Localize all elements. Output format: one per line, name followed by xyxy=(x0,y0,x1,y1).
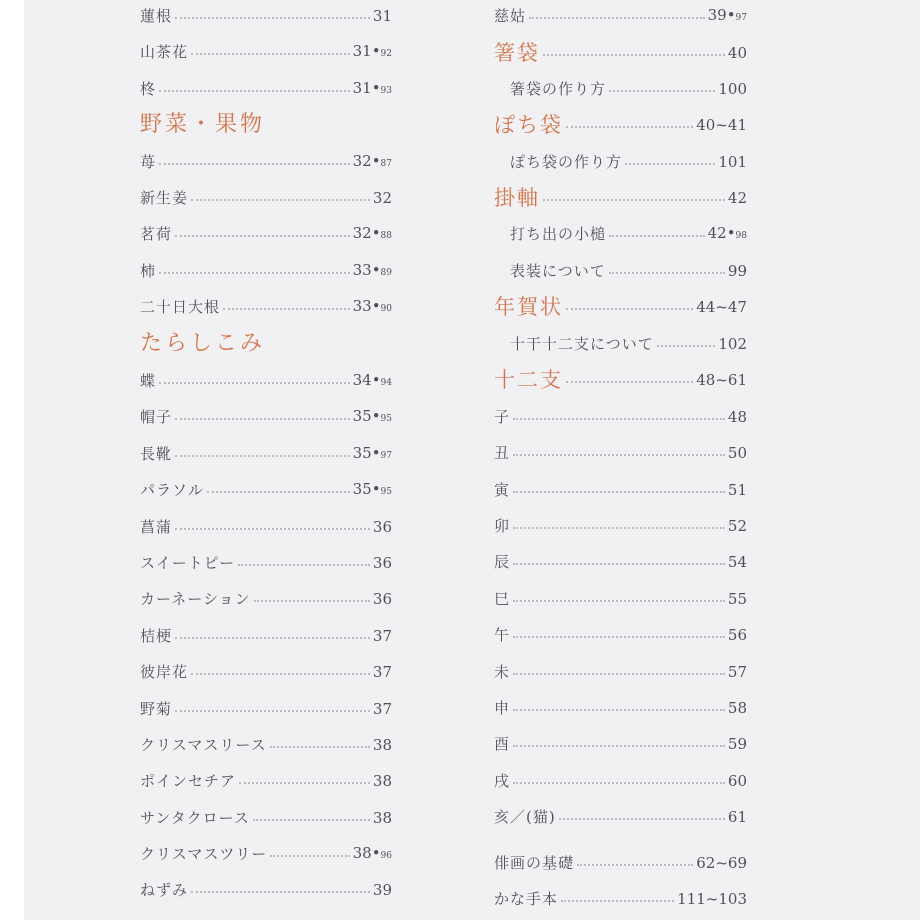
toc-page-number: 99 xyxy=(727,262,747,280)
toc-page-number: 36 xyxy=(372,554,392,572)
toc-page-number: 38•96 xyxy=(352,843,392,862)
toc-page-number: 58 xyxy=(727,699,747,717)
leader-dots xyxy=(559,818,725,820)
toc-section-heading xyxy=(494,365,747,395)
toc-entry-title: クリスマスツリー xyxy=(140,845,268,863)
toc-page-number-secondary: 92 xyxy=(380,48,392,59)
toc-entry xyxy=(140,37,392,67)
leader-dots xyxy=(577,864,693,866)
leader-dots xyxy=(513,418,725,420)
toc-page-number-secondary: 96 xyxy=(380,850,392,861)
toc-page-number-secondary: 94 xyxy=(380,377,392,388)
leader-dots xyxy=(566,381,693,383)
toc-entry-title: 未 xyxy=(494,663,511,681)
toc-page-number: 60 xyxy=(727,772,747,790)
toc-entry-title: 茗荷 xyxy=(140,225,173,243)
toc-page-number: 40~41 xyxy=(696,116,747,134)
toc-entry-title: 蝶 xyxy=(140,372,157,390)
toc-page-number: 32 xyxy=(372,189,392,207)
leader-dots xyxy=(159,90,350,92)
toc-page-number: 56 xyxy=(727,626,747,644)
toc-page-number: 33•89 xyxy=(352,260,392,279)
toc-page-number: 42 xyxy=(727,189,747,207)
toc-entry-title: 俳画の基礎 xyxy=(494,854,575,872)
toc-entry-title: 表装について xyxy=(510,262,606,280)
leader-dots xyxy=(239,782,370,784)
leader-dots xyxy=(609,235,705,237)
toc-page-number: 55 xyxy=(727,590,747,608)
toc-page-number: 39•97 xyxy=(707,5,747,24)
toc-page-number: 36 xyxy=(372,590,392,608)
leader-dots xyxy=(175,17,370,19)
toc-entry-title: 箸袋の作り方 xyxy=(510,80,607,98)
toc-entry-title: 新生姜 xyxy=(140,189,189,207)
toc-entry-title: 打ち出の小槌 xyxy=(510,225,607,243)
toc-entry-title: 野菜・果物 xyxy=(140,112,266,137)
toc-entry-title: 十干十二支について xyxy=(510,335,654,353)
toc-page-number: 39 xyxy=(372,881,392,899)
leader-dots xyxy=(253,819,370,821)
leader-dots xyxy=(175,455,350,457)
toc-entry xyxy=(494,547,747,577)
toc-entry xyxy=(140,839,392,869)
toc-entry-title: 年賀状 xyxy=(494,295,563,319)
toc-entry-title: パラソル xyxy=(140,481,205,499)
toc-entry xyxy=(140,621,392,651)
leader-dots xyxy=(270,746,370,748)
toc-entry-title: ぽち袋の作り方 xyxy=(510,153,623,171)
toc-entry xyxy=(140,694,392,724)
leader-dots xyxy=(254,600,370,602)
toc-page-number: 38 xyxy=(372,809,392,827)
toc-page-number: 34•94 xyxy=(352,370,392,389)
toc-entry-title: カーネーション xyxy=(140,590,251,608)
toc-entry xyxy=(140,256,392,286)
toc-entry xyxy=(140,292,392,322)
toc-page-number-secondary: 87 xyxy=(380,158,392,169)
toc-page-number: 101 xyxy=(718,153,747,171)
toc-entry xyxy=(140,475,392,505)
toc-entry xyxy=(494,475,747,505)
leader-dots xyxy=(175,418,350,420)
toc-section-heading xyxy=(494,292,747,322)
leader-dots xyxy=(513,600,725,602)
toc-page-number: 61 xyxy=(727,808,747,826)
toc-entry xyxy=(494,74,747,104)
toc-section-heading xyxy=(140,329,392,359)
toc-page-number-secondary: 95 xyxy=(380,413,392,424)
toc-entry-title: かな手本 xyxy=(494,890,559,908)
toc-entry xyxy=(140,730,392,760)
toc-entry xyxy=(494,511,747,541)
toc-entry-title: ぽち袋 xyxy=(494,113,563,137)
toc-entry-title: 野菊 xyxy=(140,700,173,718)
toc-page-number-secondary: 98 xyxy=(735,230,747,241)
leader-dots xyxy=(625,163,715,165)
toc-entry xyxy=(494,848,747,878)
toc-entry-title: 卯 xyxy=(494,517,511,535)
toc-entry-title: 二十日大根 xyxy=(140,298,221,316)
leader-dots xyxy=(159,163,350,165)
toc-page-number-secondary: 93 xyxy=(380,85,392,96)
toc-section-heading xyxy=(494,183,747,213)
leader-dots xyxy=(566,126,693,128)
toc-page-number-secondary: 90 xyxy=(380,303,392,314)
toc-entry xyxy=(494,147,747,177)
toc-entry xyxy=(140,766,392,796)
toc-entry xyxy=(494,402,747,432)
toc-entry xyxy=(494,884,747,914)
toc-page-number: 31•92 xyxy=(352,41,392,60)
toc-entry xyxy=(494,729,747,759)
toc-entry xyxy=(140,402,392,432)
leader-dots xyxy=(513,709,725,711)
toc-page-number: 33•90 xyxy=(352,296,392,315)
toc-page-number: 57 xyxy=(727,663,747,681)
leader-dots xyxy=(175,710,370,712)
leader-dots xyxy=(513,673,725,675)
leader-dots xyxy=(513,454,725,456)
toc-page-number-secondary: 97 xyxy=(380,450,392,461)
leader-dots xyxy=(191,53,350,55)
toc-page-number: 51 xyxy=(727,481,747,499)
toc-page-number: 37 xyxy=(372,700,392,718)
toc-page-number: 52 xyxy=(727,517,747,535)
leader-dots xyxy=(513,491,725,493)
toc-entry-title: 酉 xyxy=(494,735,511,753)
toc-entry-title: たらしこみ xyxy=(140,331,266,356)
toc-page-number: 111~103 xyxy=(677,890,747,908)
toc-entry-title: 戌 xyxy=(494,772,511,790)
leader-dots xyxy=(543,54,725,56)
leader-dots xyxy=(529,17,705,19)
toc-entry-title: 彼岸花 xyxy=(140,663,189,681)
toc-entry xyxy=(494,329,747,359)
leader-dots xyxy=(543,199,725,201)
toc-entry-title: サンタクロース xyxy=(140,809,250,827)
toc-entry xyxy=(494,584,747,614)
toc-page-number-secondary: 97 xyxy=(735,12,747,23)
leader-dots xyxy=(223,308,350,310)
toc-entry xyxy=(494,438,747,468)
toc-page-number: 38 xyxy=(372,736,392,754)
leader-dots xyxy=(513,745,725,747)
toc-entry-title: 十二支 xyxy=(494,368,563,392)
toc-entry xyxy=(140,584,392,614)
toc-page-number: 44~47 xyxy=(696,298,747,316)
toc-entry xyxy=(140,512,392,542)
toc-entry-title: ポインセチア xyxy=(140,772,237,790)
toc-page-number: 35•95 xyxy=(352,479,392,498)
leader-dots xyxy=(513,636,725,638)
leader-dots xyxy=(191,673,370,675)
toc-entry-title: 子 xyxy=(494,408,511,426)
toc-entry xyxy=(140,74,392,104)
toc-entry-title: 山茶花 xyxy=(140,43,189,61)
toc-page-number: 48 xyxy=(727,408,747,426)
toc-section-heading xyxy=(140,110,392,140)
toc-page-number: 36 xyxy=(372,518,392,536)
leader-dots xyxy=(175,235,350,237)
toc-page-number: 40 xyxy=(727,44,747,62)
toc-entry xyxy=(494,802,747,832)
leader-dots xyxy=(175,528,370,530)
toc-entry-title: 亥／(猫) xyxy=(494,808,556,826)
toc-entry-title: 丑 xyxy=(494,444,511,462)
toc-entry xyxy=(494,766,747,796)
toc-entry-title: 辰 xyxy=(494,553,511,571)
toc-entry xyxy=(140,548,392,578)
leader-dots xyxy=(513,527,725,529)
toc-entry xyxy=(494,256,747,286)
toc-page-number: 35•95 xyxy=(352,406,392,425)
toc-entry xyxy=(494,620,747,650)
toc-entry-title: 柿 xyxy=(140,262,157,280)
toc-entry-title: 箸袋 xyxy=(494,41,540,65)
leader-dots xyxy=(175,637,370,639)
toc-page-number: 50 xyxy=(727,444,747,462)
leader-dots xyxy=(191,199,370,201)
toc-entry-title: 長靴 xyxy=(140,445,173,463)
toc-page-number-secondary: 95 xyxy=(380,486,392,497)
leader-dots xyxy=(609,90,715,92)
leader-dots xyxy=(513,782,725,784)
toc-entry-title: スイートピー xyxy=(140,554,236,572)
toc-page-number: 62~69 xyxy=(696,854,747,872)
leader-dots xyxy=(207,491,350,493)
toc-entry xyxy=(494,657,747,687)
toc-entry xyxy=(140,366,392,396)
toc-page-number: 100 xyxy=(718,80,747,98)
toc-entry-title: 巳 xyxy=(494,590,511,608)
leader-dots xyxy=(609,272,725,274)
toc-page-number: 37 xyxy=(372,627,392,645)
leader-dots xyxy=(270,855,349,857)
toc-entry-title: 柊 xyxy=(140,80,157,98)
toc-entry-title: 午 xyxy=(494,626,511,644)
toc-entry xyxy=(494,1,747,31)
toc-page-number: 31•93 xyxy=(352,78,392,97)
toc-entry xyxy=(140,219,392,249)
toc-entry xyxy=(140,147,392,177)
toc-entry xyxy=(140,1,392,31)
toc-entry xyxy=(140,803,392,833)
toc-page-number-secondary: 89 xyxy=(380,267,392,278)
toc-section-heading xyxy=(494,38,747,68)
leader-dots xyxy=(238,564,370,566)
toc-entry-title: 掛軸 xyxy=(494,186,540,210)
toc-page-number: 59 xyxy=(727,735,747,753)
toc-entry-title: 苺 xyxy=(140,153,157,171)
toc-entry xyxy=(140,875,392,905)
toc-entry-title: 桔梗 xyxy=(140,627,173,645)
toc-section-heading xyxy=(494,110,747,140)
toc-entry xyxy=(140,183,392,213)
leader-dots xyxy=(566,308,693,310)
toc-page-number: 48~61 xyxy=(696,371,747,389)
book-page xyxy=(24,0,920,920)
leader-dots xyxy=(191,891,370,893)
toc-page-number: 54 xyxy=(727,553,747,571)
leader-dots xyxy=(561,900,674,902)
leader-dots xyxy=(159,272,350,274)
toc-entry-title: ねずみ xyxy=(140,881,189,899)
toc-entry xyxy=(140,657,392,687)
toc-page-number: 38 xyxy=(372,772,392,790)
toc-page-number-secondary: 88 xyxy=(380,230,392,241)
toc-entry-title: クリスマスリース xyxy=(140,736,267,754)
toc-page-number: 32•88 xyxy=(352,223,392,242)
toc-entry-title: 申 xyxy=(494,699,511,717)
toc-page-number: 31 xyxy=(372,7,392,25)
toc-entry-title: 菖蒲 xyxy=(140,518,173,536)
toc-entry xyxy=(494,693,747,723)
toc-entry-title: 帽子 xyxy=(140,408,173,426)
leader-dots xyxy=(159,382,350,384)
toc-entry xyxy=(494,219,747,249)
toc-entry-title: 慈姑 xyxy=(494,7,527,25)
toc-entry-title: 蓮根 xyxy=(140,7,173,25)
toc-page-number: 102 xyxy=(718,335,747,353)
leader-dots xyxy=(657,345,716,347)
toc-page-number: 42•98 xyxy=(707,223,747,242)
leader-dots xyxy=(513,563,725,565)
toc-entry-title: 寅 xyxy=(494,481,511,499)
toc-page-number: 32•87 xyxy=(352,151,392,170)
toc-entry xyxy=(140,439,392,469)
toc-page-number: 37 xyxy=(372,663,392,681)
toc-page-number: 35•97 xyxy=(352,443,392,462)
